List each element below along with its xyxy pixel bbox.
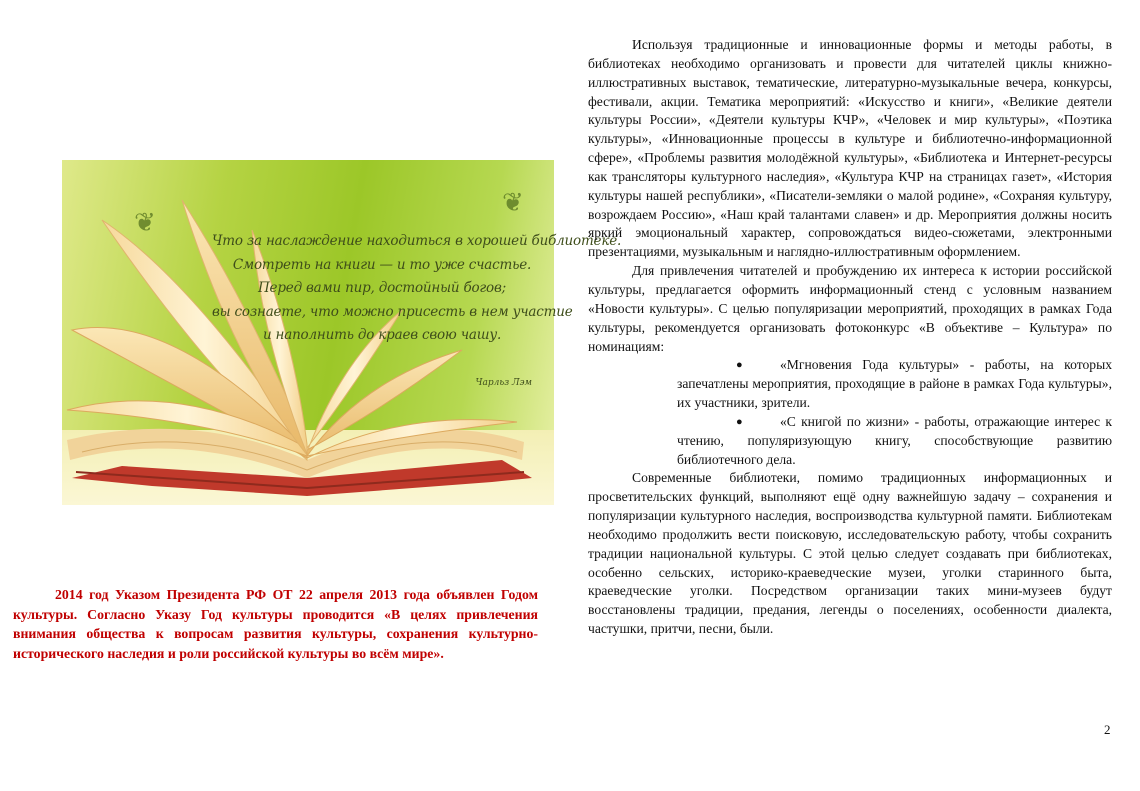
book-quote-image <box>62 160 622 505</box>
caption-text: 2014 год Указом Президента РФ ОТ 22 апреля 2013 года объявлен Годом культуры. Согласно Указу Год культуры проводится «В целях привлечения внимания общества к вопросам развития культуры, сохранения культурно-исторического наследия и роли российской культуры во всём мире». <box>13 587 538 661</box>
nomination-text: «Мгновения Года культуры» - работы, на которых запечатлены мероприятия, проходящие в районе в рамках Года культуры», их участники, зрители. <box>677 357 1112 411</box>
paragraph-info-stand: Для привлечения читателей и пробуждению их интереса к истории российской культуры, предлагается оформить информационный стенд с условным названием «Новости культуры». С целью популяризации мероприятий, проходящих в рамках Года культуры, рекомендуется организовать фотоконкурс «В объективе – Культура» по номинациям: <box>588 263 1112 354</box>
nomination-item <box>588 356 1112 413</box>
flourish-icon: ❦ <box>502 188 524 217</box>
nomination-item <box>588 413 1112 470</box>
quote-line: Смотреть на книги — и то уже счастье. <box>232 256 532 273</box>
nomination-text: «С книгой по жизни» - работы, отражающие интерес к чтению, популяризующую книгу, способствующие развитию библиотечного дела. <box>677 413 1112 467</box>
bullet-icon: ● <box>736 415 743 428</box>
quote-line: Перед вами пир, достойный богов; <box>257 280 506 296</box>
flourish-icon: ❦ <box>134 208 156 237</box>
quote-line: Что за наслаждение находиться в хорошей библиотеке. <box>212 233 622 249</box>
nomination-list <box>588 356 1112 469</box>
quote-line: и наполнить до краев свою чашу. <box>262 327 502 343</box>
bullet-icon: ● <box>736 359 743 372</box>
year-of-culture-caption <box>13 585 538 663</box>
page-number: 2 <box>1104 722 1111 737</box>
quote-author: Чарльз Лэм <box>475 378 532 388</box>
quote-line: вы сознаете, что можно присесть в нем участие <box>212 303 573 320</box>
paragraph-museums: Современные библиотеки, помимо традиционных информационных и просветительских функций, выполняют ещё одну важнейшую задачу – сохранения и популяризации культурного наследия, воспроизводства культурной памяти. Библиотекам необходимо продолжить вести поисковую, исследовательскую работу, чтобы сохранить традиции национальной культуры. С этой целью следует создавать при библиотеках, особенно сельских, историко-краеведческие музеи, уголки старинного быта, краеведческие уголки. Посредством организации таких мини-музеев будут восстановлены традиции, предания, легенды о поселениях, особенности диалекта, частушки, притчи, песни, были. <box>588 470 1112 637</box>
library-quote <box>212 230 622 348</box>
main-text-column <box>588 36 1112 639</box>
paragraph-events: Используя традиционные и инновационные формы и методы работы, в библиотеках необходимо организовать и провести для читателей циклы книжно-иллюстративных выставок, тематические, литературно-музыкальные вечера, конкурсы, фестивали, акции. Тематика мероприятий: «Искусство и книги», «Великие деятели культуры России», «Деятели культуры КЧР», «Человек и мир культуры», «Поэтика культуры», «Инновационные процессы в культуре и библиотечно-информационной сфере», «Проблемы развития молодёжной культуры», «Библиотека и Интернет-ресурсы как трансляторы культурного наследия», «Культура КЧР на страницах газет», «История культуры нашей республики», «Писатели-земляки о малой родине», «Сохраняя культуру, возрождаем Россию», «Наш край талантами славен» и др. Мероприятия должны носить яркий эмоциональный характер, сопровождаться видео-сюжетами, электронными презентациями, музыкальным и наглядно-иллюстративным оформлением. <box>588 37 1112 260</box>
